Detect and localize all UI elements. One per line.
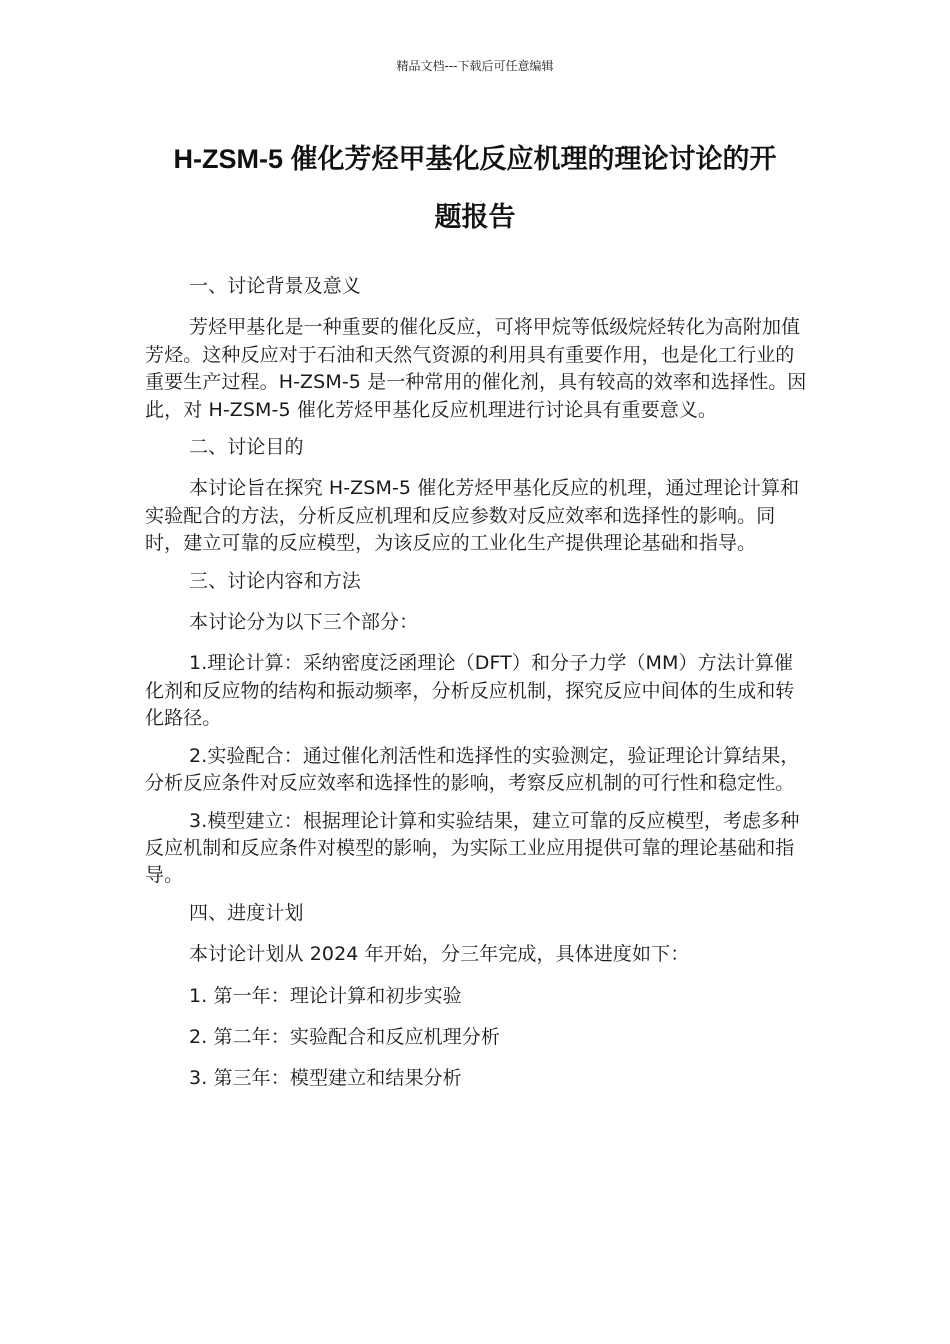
- paragraph-model-building: 3.模型建立：根据理论计算和实验结果，建立可靠的反应模型，考虑多种反应机制和反应条件对模型的影响，为实际工业应用提供可靠的理论基础和指导。: [145, 809, 800, 887]
- document-title: [120, 130, 830, 246]
- title-line-1: H-ZSM-5 催化芳烃甲基化反应机理的理论讨论的开: [173, 144, 777, 174]
- section-heading-purpose: 二、讨论目的: [189, 436, 304, 459]
- document-body: [145, 273, 810, 1107]
- paragraph-background: 芳烃甲基化是一种重要的催化反应，可将甲烷等低级烷烃转化为高附加值芳烃。这种反应对于石油和天然气资源的利用具有重要作用，也是化工行业的重要生产过程。H-ZSM-5 是一种常用的催化剂，具有较高的效率和选择性。因此，对 H-ZSM-5 催化芳烃甲基化反应机理进行讨论具有重要意义。: [145, 316, 807, 421]
- paragraph-content-intro: 本讨论分为以下三个部分：: [189, 611, 419, 634]
- section-heading-content-methods: 三、讨论内容和方法: [189, 569, 361, 592]
- paragraph-schedule-intro: 本讨论计划从 2024 年开始，分三年完成，具体进度如下：: [189, 943, 690, 966]
- paragraph-experiment: 2.实验配合：通过催化剂活性和选择性的实验测定，验证理论计算结果，分析反应条件对反应效率和选择性的影响，考察反应机制的可行性和稳定性。: [145, 744, 800, 795]
- section-heading-background: 一、讨论背景及意义: [189, 275, 361, 297]
- schedule-item-year-2: 2. 第二年：实验配合和反应机理分析: [189, 1025, 500, 1048]
- schedule-item-year-3: 3. 第三年：模型建立和结果分析: [189, 1067, 462, 1090]
- paragraph-purpose: 本讨论旨在探究 H-ZSM-5 催化芳烃甲基化反应的机理，通过理论计算和实验配合的方法，分析反应机理和反应参数对反应效率和选择性的影响。同时，建立可靠的反应模型，为该反应的工业化生产提供理论基础和指导。: [145, 477, 800, 555]
- schedule-item-year-1: 1. 第一年：理论计算和初步实验: [189, 984, 462, 1007]
- title-line-2: 题报告: [434, 202, 516, 232]
- header-note: 精品文档---下载后可任意编辑: [396, 59, 554, 73]
- section-heading-schedule: 四、进度计划: [189, 901, 304, 924]
- paragraph-theory-calculation: 1.理论计算：采纳密度泛函理论（DFT）和分子力学（MM）方法计算催化剂和反应物的结构和振动频率，分析反应机制，探究反应中间体的生成和转化路径。: [145, 652, 795, 730]
